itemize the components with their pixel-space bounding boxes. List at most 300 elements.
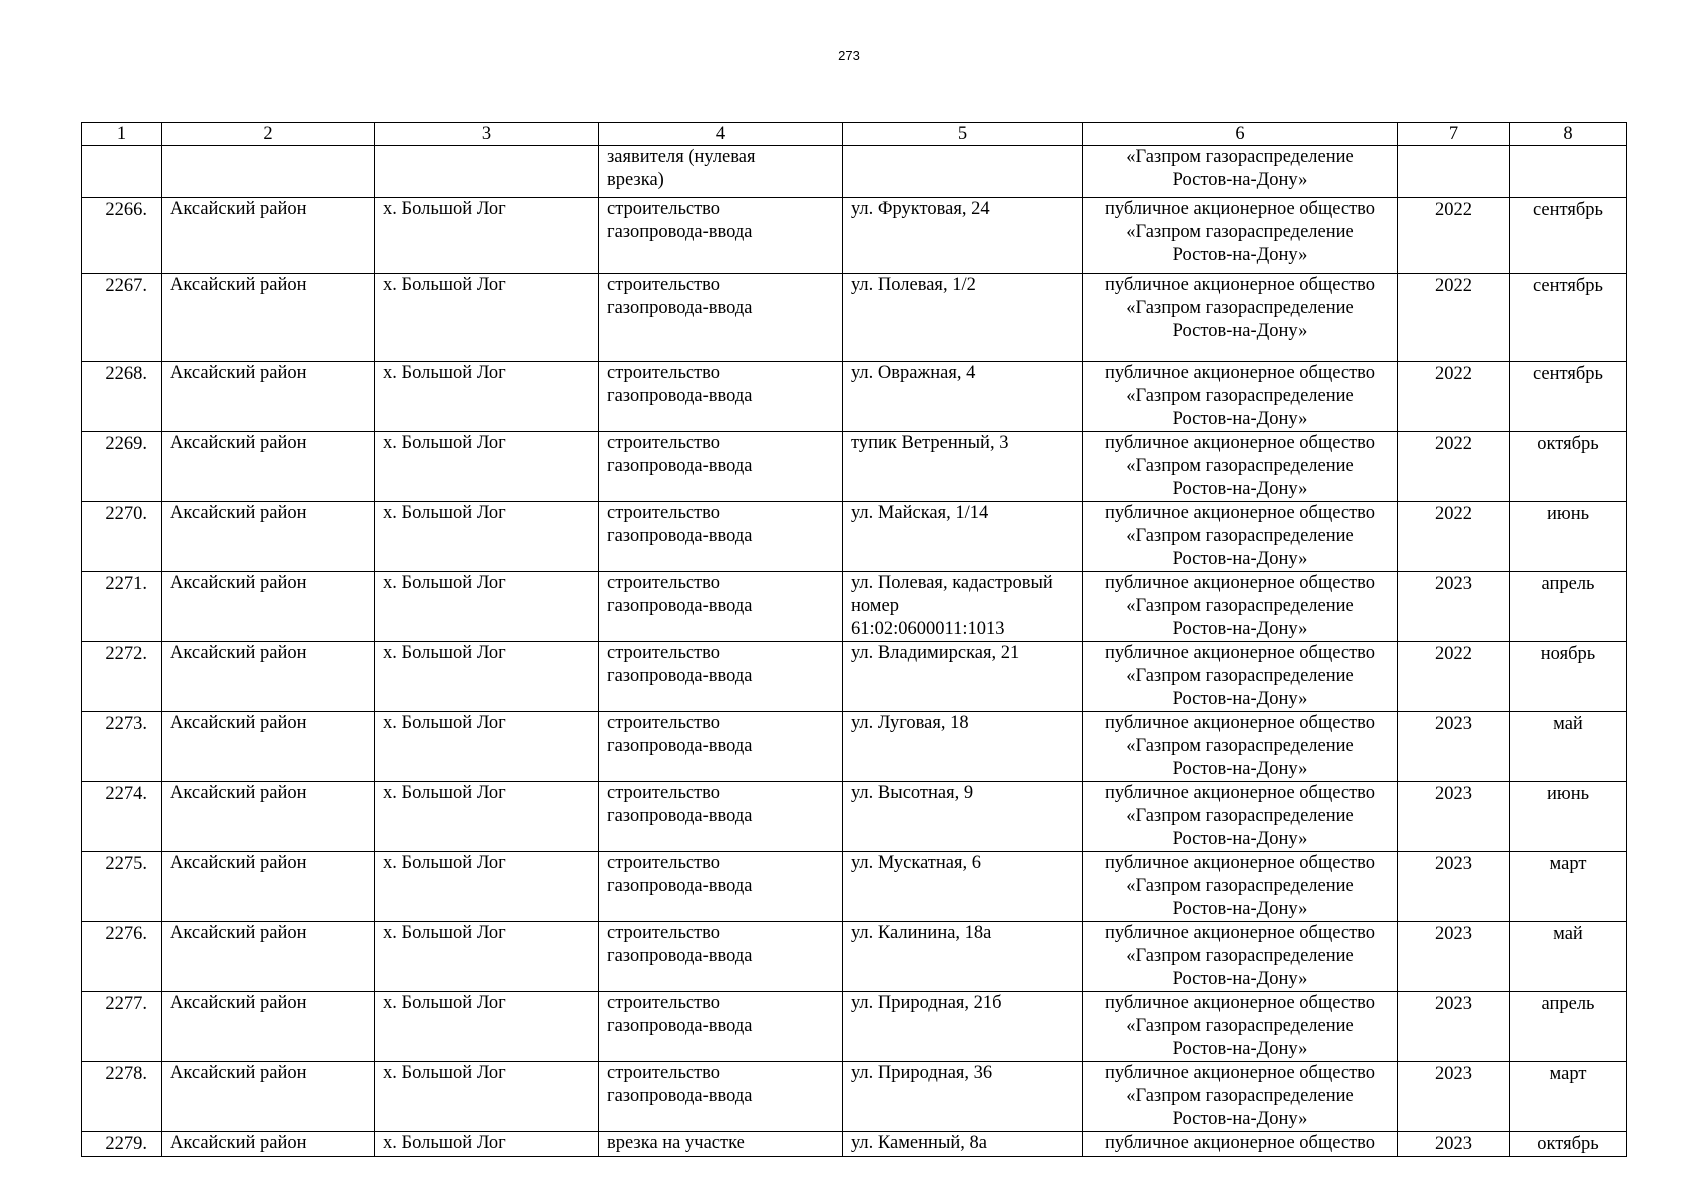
operator-cell-line: Ростов-на-Дону» bbox=[1172, 170, 1308, 190]
month-cell bbox=[1510, 922, 1627, 992]
row-number-text: 2272. bbox=[105, 644, 147, 664]
operator-cell-line: публичное акционерное общество bbox=[1104, 713, 1376, 733]
locality-cell-text: х. Большой Лог bbox=[383, 643, 506, 663]
month-cell-text: ноябрь bbox=[1540, 644, 1596, 664]
address-cell bbox=[843, 1062, 1083, 1132]
work-type-cell-line: газопровода-ввода bbox=[607, 222, 753, 242]
district-cell-text: Аксайский район bbox=[170, 573, 307, 593]
month-cell-text: март bbox=[1549, 854, 1587, 874]
district-cell bbox=[162, 362, 375, 432]
row-number bbox=[82, 992, 162, 1062]
address-cell-line: ул. Калинина, 18а bbox=[851, 923, 992, 943]
district-cell bbox=[162, 274, 375, 362]
work-type-cell-line: строительство bbox=[607, 923, 721, 943]
operator-cell-line: публичное акционерное общество bbox=[1104, 853, 1376, 873]
operator-cell bbox=[1083, 1062, 1398, 1132]
month-cell-text: октябрь bbox=[1537, 1134, 1599, 1154]
table-row bbox=[82, 1062, 1627, 1132]
year-cell-text: 2023 bbox=[1435, 714, 1472, 734]
table-row bbox=[82, 712, 1627, 782]
operator-cell-line: Ростов-на-Дону» bbox=[1172, 549, 1308, 569]
month-cell-text: июнь bbox=[1546, 504, 1590, 524]
operator-cell-line: «Газпром газораспределение bbox=[1126, 386, 1354, 406]
operator-cell-line: «Газпром газораспределение bbox=[1126, 526, 1354, 546]
operator-cell-line: «Газпром газораспределение bbox=[1126, 456, 1354, 476]
work-type-cell-line: газопровода-ввода bbox=[607, 806, 753, 826]
table-row bbox=[82, 274, 1627, 362]
district-cell-text: Аксайский район bbox=[170, 275, 307, 295]
address-cell bbox=[843, 274, 1083, 362]
address-cell bbox=[843, 502, 1083, 572]
work-type-cell-line: строительство bbox=[607, 853, 721, 873]
operator-cell-line: «Газпром газораспределение bbox=[1126, 876, 1354, 896]
table-row bbox=[82, 432, 1627, 502]
column-header: 5 bbox=[843, 123, 1083, 146]
operator-cell bbox=[1083, 712, 1398, 782]
operator-cell-line: публичное акционерное общество bbox=[1104, 1063, 1376, 1083]
locality-cell bbox=[375, 922, 599, 992]
operator-cell bbox=[1083, 432, 1398, 502]
operator-cell-line: «Газпром газораспределение bbox=[1126, 736, 1354, 756]
work-type-cell-line: врезка) bbox=[607, 170, 664, 190]
work-type-cell bbox=[599, 642, 843, 712]
operator-cell-line: Ростов-на-Дону» bbox=[1172, 689, 1308, 709]
address-cell-line: тупик Ветренный, 3 bbox=[851, 433, 1009, 453]
operator-cell-line: Ростов-на-Дону» bbox=[1172, 969, 1308, 989]
table-row bbox=[82, 198, 1627, 274]
year-cell-text: 2023 bbox=[1435, 924, 1472, 944]
district-cell bbox=[162, 852, 375, 922]
month-cell bbox=[1510, 198, 1627, 274]
table-row bbox=[82, 572, 1627, 642]
register-table bbox=[81, 122, 1627, 1157]
locality-cell-text: х. Большой Лог bbox=[383, 275, 506, 295]
work-type-cell-line: строительство bbox=[607, 363, 721, 383]
work-type-cell bbox=[599, 852, 843, 922]
month-cell-text: сентябрь bbox=[1533, 364, 1603, 384]
work-type-cell bbox=[599, 712, 843, 782]
locality-cell-text: х. Большой Лог bbox=[383, 363, 506, 383]
operator-cell bbox=[1083, 198, 1398, 274]
address-cell-line: ул. Мускатная, 6 bbox=[851, 853, 982, 873]
locality-cell-text: х. Большой Лог bbox=[383, 503, 506, 523]
work-type-cell-line: газопровода-ввода bbox=[607, 298, 753, 318]
district-cell bbox=[162, 432, 375, 502]
locality-cell-text: х. Большой Лог bbox=[383, 783, 506, 803]
district-cell bbox=[162, 642, 375, 712]
month-cell bbox=[1510, 502, 1627, 572]
operator-cell-line: публичное акционерное общество bbox=[1104, 643, 1376, 663]
row-number-text: 2266. bbox=[105, 200, 147, 220]
work-type-cell-line: газопровода-ввода bbox=[607, 946, 753, 966]
operator-cell-line: публичное акционерное общество bbox=[1104, 433, 1376, 453]
table-row bbox=[82, 782, 1627, 852]
row-number bbox=[82, 362, 162, 432]
row-number bbox=[82, 432, 162, 502]
district-cell-text: Аксайский район bbox=[170, 643, 307, 663]
address-cell bbox=[843, 992, 1083, 1062]
year-cell-text: 2023 bbox=[1435, 994, 1472, 1014]
work-type-cell-line: врезка на участке bbox=[607, 1133, 745, 1153]
month-cell bbox=[1510, 1132, 1627, 1157]
locality-cell-text: х. Большой Лог bbox=[383, 573, 506, 593]
district-cell-text: Аксайский район bbox=[170, 1063, 307, 1083]
district-cell-text: Аксайский район bbox=[170, 503, 307, 523]
work-type-cell bbox=[599, 1132, 843, 1157]
year-cell bbox=[1398, 782, 1510, 852]
address-cell-line: 61:02:0600011:1013 bbox=[851, 619, 1005, 639]
month-cell-text: июнь bbox=[1546, 784, 1590, 804]
address-cell bbox=[843, 642, 1083, 712]
year-cell bbox=[1398, 146, 1510, 198]
operator-cell bbox=[1083, 992, 1398, 1062]
work-type-cell-line: строительство bbox=[607, 433, 721, 453]
district-cell-text: Аксайский район bbox=[170, 1133, 307, 1153]
row-number bbox=[82, 782, 162, 852]
district-cell bbox=[162, 1062, 375, 1132]
address-cell bbox=[843, 572, 1083, 642]
work-type-cell-line: газопровода-ввода bbox=[607, 1016, 753, 1036]
district-cell-text: Аксайский район bbox=[170, 713, 307, 733]
work-type-cell-line: газопровода-ввода bbox=[607, 386, 753, 406]
operator-cell-line: «Газпром газораспределение bbox=[1126, 1086, 1354, 1106]
row-number-text: 2273. bbox=[105, 714, 147, 734]
operator-cell-line: «Газпром газораспределение bbox=[1126, 806, 1354, 826]
row-number bbox=[82, 712, 162, 782]
month-cell bbox=[1510, 432, 1627, 502]
month-cell bbox=[1510, 712, 1627, 782]
locality-cell bbox=[375, 992, 599, 1062]
year-cell-text: 2022 bbox=[1435, 200, 1472, 220]
locality-cell-text: х. Большой Лог bbox=[383, 853, 506, 873]
month-cell-text: апрель bbox=[1541, 994, 1595, 1014]
work-type-cell bbox=[599, 992, 843, 1062]
table-row bbox=[82, 362, 1627, 432]
operator-cell bbox=[1083, 502, 1398, 572]
address-cell bbox=[843, 198, 1083, 274]
address-cell-line: ул. Луговая, 18 bbox=[851, 713, 969, 733]
operator-cell-line: «Газпром газораспределение bbox=[1126, 946, 1354, 966]
operator-cell bbox=[1083, 274, 1398, 362]
operator-cell-line: публичное акционерное общество bbox=[1104, 923, 1376, 943]
operator-cell-line: Ростов-на-Дону» bbox=[1172, 245, 1308, 265]
work-type-cell-line: заявителя (нулевая bbox=[607, 147, 756, 167]
locality-cell bbox=[375, 274, 599, 362]
address-cell-line: ул. Овражная, 4 bbox=[851, 363, 976, 383]
work-type-cell-line: газопровода-ввода bbox=[607, 456, 753, 476]
locality-cell bbox=[375, 852, 599, 922]
district-cell-text: Аксайский район bbox=[170, 433, 307, 453]
operator-cell bbox=[1083, 852, 1398, 922]
operator-cell-line: публичное акционерное общество bbox=[1104, 503, 1376, 523]
year-cell-text: 2022 bbox=[1435, 504, 1472, 524]
work-type-cell-line: газопровода-ввода bbox=[607, 736, 753, 756]
locality-cell-text: х. Большой Лог bbox=[383, 713, 506, 733]
column-header: 2 bbox=[162, 123, 375, 146]
operator-cell bbox=[1083, 572, 1398, 642]
row-number-text: 2271. bbox=[105, 574, 147, 594]
operator-cell-line: Ростов-на-Дону» bbox=[1172, 899, 1308, 919]
month-cell-text: май bbox=[1553, 714, 1583, 734]
row-number bbox=[82, 274, 162, 362]
address-cell bbox=[843, 712, 1083, 782]
address-cell-line: ул. Высотная, 9 bbox=[851, 783, 974, 803]
table-row bbox=[82, 642, 1627, 712]
month-cell bbox=[1510, 782, 1627, 852]
address-cell-line: номер bbox=[851, 596, 899, 616]
column-header: 7 bbox=[1398, 123, 1510, 146]
year-cell-text: 2022 bbox=[1435, 644, 1472, 664]
work-type-cell-line: строительство bbox=[607, 783, 721, 803]
locality-cell bbox=[375, 146, 599, 198]
header-row bbox=[82, 123, 1627, 146]
district-cell bbox=[162, 782, 375, 852]
district-cell bbox=[162, 1132, 375, 1157]
row-number-text: 2268. bbox=[105, 364, 147, 384]
table-row bbox=[82, 1132, 1627, 1157]
work-type-cell-line: строительство bbox=[607, 503, 721, 523]
locality-cell bbox=[375, 1062, 599, 1132]
row-number-text: 2267. bbox=[105, 276, 147, 296]
work-type-cell bbox=[599, 1062, 843, 1132]
row-number bbox=[82, 642, 162, 712]
work-type-cell-line: газопровода-ввода bbox=[607, 1086, 753, 1106]
work-type-cell-line: газопровода-ввода bbox=[607, 596, 753, 616]
address-cell-line: ул. Полевая, 1/2 bbox=[851, 275, 976, 295]
row-number bbox=[82, 502, 162, 572]
district-cell-text: Аксайский район bbox=[170, 199, 307, 219]
row-number bbox=[82, 1062, 162, 1132]
month-cell bbox=[1510, 1062, 1627, 1132]
year-cell bbox=[1398, 642, 1510, 712]
year-cell bbox=[1398, 274, 1510, 362]
locality-cell bbox=[375, 198, 599, 274]
operator-cell bbox=[1083, 1132, 1398, 1157]
year-cell-text: 2023 bbox=[1435, 784, 1472, 804]
page-number: 273 bbox=[838, 48, 860, 63]
operator-cell-line: публичное акционерное общество bbox=[1104, 275, 1376, 295]
month-cell-text: октябрь bbox=[1537, 434, 1599, 454]
month-cell bbox=[1510, 852, 1627, 922]
district-cell-text: Аксайский район bbox=[170, 923, 307, 943]
address-cell-line: ул. Владимирская, 21 bbox=[851, 643, 1020, 663]
year-cell bbox=[1398, 1132, 1510, 1157]
row-number-text: 2270. bbox=[105, 504, 147, 524]
row-number-text: 2276. bbox=[105, 924, 147, 944]
column-header: 1 bbox=[82, 123, 162, 146]
operator-cell-line: «Газпром газораспределение bbox=[1126, 1016, 1354, 1036]
year-cell bbox=[1398, 992, 1510, 1062]
month-cell bbox=[1510, 362, 1627, 432]
row-number-text: 2269. bbox=[105, 434, 147, 454]
table-row bbox=[82, 852, 1627, 922]
operator-cell bbox=[1083, 922, 1398, 992]
year-cell bbox=[1398, 432, 1510, 502]
month-cell-text: сентябрь bbox=[1533, 276, 1603, 296]
year-cell-text: 2022 bbox=[1435, 276, 1472, 296]
address-cell bbox=[843, 922, 1083, 992]
column-header: 3 bbox=[375, 123, 599, 146]
address-cell-line: ул. Полевая, кадастровый bbox=[851, 573, 1053, 593]
work-type-cell-line: строительство bbox=[607, 713, 721, 733]
operator-cell-line: Ростов-на-Дону» bbox=[1172, 321, 1308, 341]
column-header: 8 bbox=[1510, 123, 1627, 146]
address-cell bbox=[843, 782, 1083, 852]
address-cell-line: ул. Природная, 21б bbox=[851, 993, 1002, 1013]
district-cell-text: Аксайский район bbox=[170, 993, 307, 1013]
locality-cell bbox=[375, 432, 599, 502]
address-cell bbox=[843, 852, 1083, 922]
district-cell-text: Аксайский район bbox=[170, 363, 307, 383]
work-type-cell-line: строительство bbox=[607, 643, 721, 663]
address-cell bbox=[843, 432, 1083, 502]
row-number-text: 2279. bbox=[105, 1134, 147, 1154]
work-type-cell-line: строительство bbox=[607, 275, 721, 295]
month-cell-text: сентябрь bbox=[1533, 200, 1603, 220]
operator-cell-line: Ростов-на-Дону» bbox=[1172, 1109, 1308, 1129]
locality-cell-text: х. Большой Лог bbox=[383, 433, 506, 453]
locality-cell bbox=[375, 712, 599, 782]
district-cell bbox=[162, 572, 375, 642]
row-number bbox=[82, 1132, 162, 1157]
address-cell-line: ул. Фруктовая, 24 bbox=[851, 199, 990, 219]
table-row bbox=[82, 922, 1627, 992]
operator-cell bbox=[1083, 362, 1398, 432]
year-cell-text: 2023 bbox=[1435, 854, 1472, 874]
work-type-cell-line: газопровода-ввода bbox=[607, 666, 753, 686]
operator-cell bbox=[1083, 782, 1398, 852]
work-type-cell bbox=[599, 782, 843, 852]
district-cell-text: Аксайский район bbox=[170, 783, 307, 803]
year-cell bbox=[1398, 922, 1510, 992]
locality-cell-text: х. Большой Лог bbox=[383, 199, 506, 219]
month-cell bbox=[1510, 146, 1627, 198]
row-number-text: 2274. bbox=[105, 784, 147, 804]
work-type-cell-line: строительство bbox=[607, 1063, 721, 1083]
operator-cell-line: «Газпром газораспределение bbox=[1126, 596, 1354, 616]
operator-cell-line: публичное акционерное общество bbox=[1104, 199, 1376, 219]
operator-cell-line: Ростов-на-Дону» bbox=[1172, 409, 1308, 429]
address-cell-line: ул. Майская, 1/14 bbox=[851, 503, 989, 523]
column-header: 6 bbox=[1083, 123, 1398, 146]
month-cell-text: май bbox=[1553, 924, 1583, 944]
month-cell bbox=[1510, 572, 1627, 642]
operator-cell-line: «Газпром газораспределение bbox=[1126, 666, 1354, 686]
month-cell-text: март bbox=[1549, 1064, 1587, 1084]
locality-cell bbox=[375, 642, 599, 712]
operator-cell-line: публичное акционерное общество bbox=[1104, 783, 1376, 803]
month-cell-text: апрель bbox=[1541, 574, 1595, 594]
work-type-cell bbox=[599, 502, 843, 572]
district-cell bbox=[162, 198, 375, 274]
table-row bbox=[82, 992, 1627, 1062]
operator-cell-line: Ростов-на-Дону» bbox=[1172, 1039, 1308, 1059]
address-cell bbox=[843, 1132, 1083, 1157]
work-type-cell-line: газопровода-ввода bbox=[607, 876, 753, 896]
year-cell bbox=[1398, 362, 1510, 432]
operator-cell bbox=[1083, 642, 1398, 712]
year-cell bbox=[1398, 572, 1510, 642]
work-type-cell bbox=[599, 198, 843, 274]
operator-cell-line: Ростов-на-Дону» bbox=[1172, 619, 1308, 639]
row-number bbox=[82, 922, 162, 992]
year-cell-text: 2022 bbox=[1435, 434, 1472, 454]
work-type-cell-line: строительство bbox=[607, 199, 721, 219]
column-header: 4 bbox=[599, 123, 843, 146]
district-cell bbox=[162, 712, 375, 782]
row-number bbox=[82, 198, 162, 274]
operator-cell-line: Ростов-на-Дону» bbox=[1172, 829, 1308, 849]
district-cell bbox=[162, 922, 375, 992]
address-cell bbox=[843, 362, 1083, 432]
month-cell bbox=[1510, 642, 1627, 712]
work-type-cell bbox=[599, 922, 843, 992]
year-cell bbox=[1398, 852, 1510, 922]
operator-cell-line: публичное акционерное общество bbox=[1104, 363, 1376, 383]
row-number bbox=[82, 572, 162, 642]
row-number bbox=[82, 146, 162, 198]
work-type-cell bbox=[599, 572, 843, 642]
locality-cell bbox=[375, 1132, 599, 1157]
year-cell-text: 2022 bbox=[1435, 364, 1472, 384]
work-type-cell-line: строительство bbox=[607, 993, 721, 1013]
operator-cell-line: «Газпром газораспределение bbox=[1126, 147, 1354, 167]
operator-cell-line: публичное акционерное общество bbox=[1104, 1133, 1376, 1153]
locality-cell bbox=[375, 502, 599, 572]
district-cell bbox=[162, 502, 375, 572]
year-cell-text: 2023 bbox=[1435, 1064, 1472, 1084]
month-cell bbox=[1510, 992, 1627, 1062]
year-cell bbox=[1398, 712, 1510, 782]
work-type-cell bbox=[599, 274, 843, 362]
operator-cell-line: «Газпром газораспределение bbox=[1126, 298, 1354, 318]
year-cell bbox=[1398, 198, 1510, 274]
address-cell bbox=[843, 146, 1083, 198]
work-type-cell bbox=[599, 432, 843, 502]
operator-cell bbox=[1083, 146, 1398, 198]
work-type-cell-line: строительство bbox=[607, 573, 721, 593]
operator-cell-line: Ростов-на-Дону» bbox=[1172, 479, 1308, 499]
table-row bbox=[82, 146, 1627, 198]
row-number-text: 2275. bbox=[105, 854, 147, 874]
locality-cell-text: х. Большой Лог bbox=[383, 1063, 506, 1083]
year-cell-text: 2023 bbox=[1435, 574, 1472, 594]
month-cell bbox=[1510, 274, 1627, 362]
operator-cell-line: публичное акционерное общество bbox=[1104, 993, 1376, 1013]
operator-cell-line: публичное акционерное общество bbox=[1104, 573, 1376, 593]
locality-cell bbox=[375, 362, 599, 432]
locality-cell bbox=[375, 782, 599, 852]
locality-cell-text: х. Большой Лог bbox=[383, 923, 506, 943]
row-number-text: 2277. bbox=[105, 994, 147, 1014]
year-cell-text: 2023 bbox=[1435, 1134, 1472, 1154]
work-type-cell bbox=[599, 146, 843, 198]
locality-cell-text: х. Большой Лог bbox=[383, 993, 506, 1013]
address-cell-line: ул. Каменный, 8а bbox=[851, 1133, 987, 1153]
year-cell bbox=[1398, 502, 1510, 572]
row-number bbox=[82, 852, 162, 922]
year-cell bbox=[1398, 1062, 1510, 1132]
district-cell bbox=[162, 992, 375, 1062]
district-cell bbox=[162, 146, 375, 198]
operator-cell-line: Ростов-на-Дону» bbox=[1172, 759, 1308, 779]
address-cell-line: ул. Природная, 36 bbox=[851, 1063, 993, 1083]
locality-cell-text: х. Большой Лог bbox=[383, 1133, 506, 1153]
locality-cell bbox=[375, 572, 599, 642]
row-number-text: 2278. bbox=[105, 1064, 147, 1084]
table-row bbox=[82, 502, 1627, 572]
operator-cell-line: «Газпром газораспределение bbox=[1126, 222, 1354, 242]
